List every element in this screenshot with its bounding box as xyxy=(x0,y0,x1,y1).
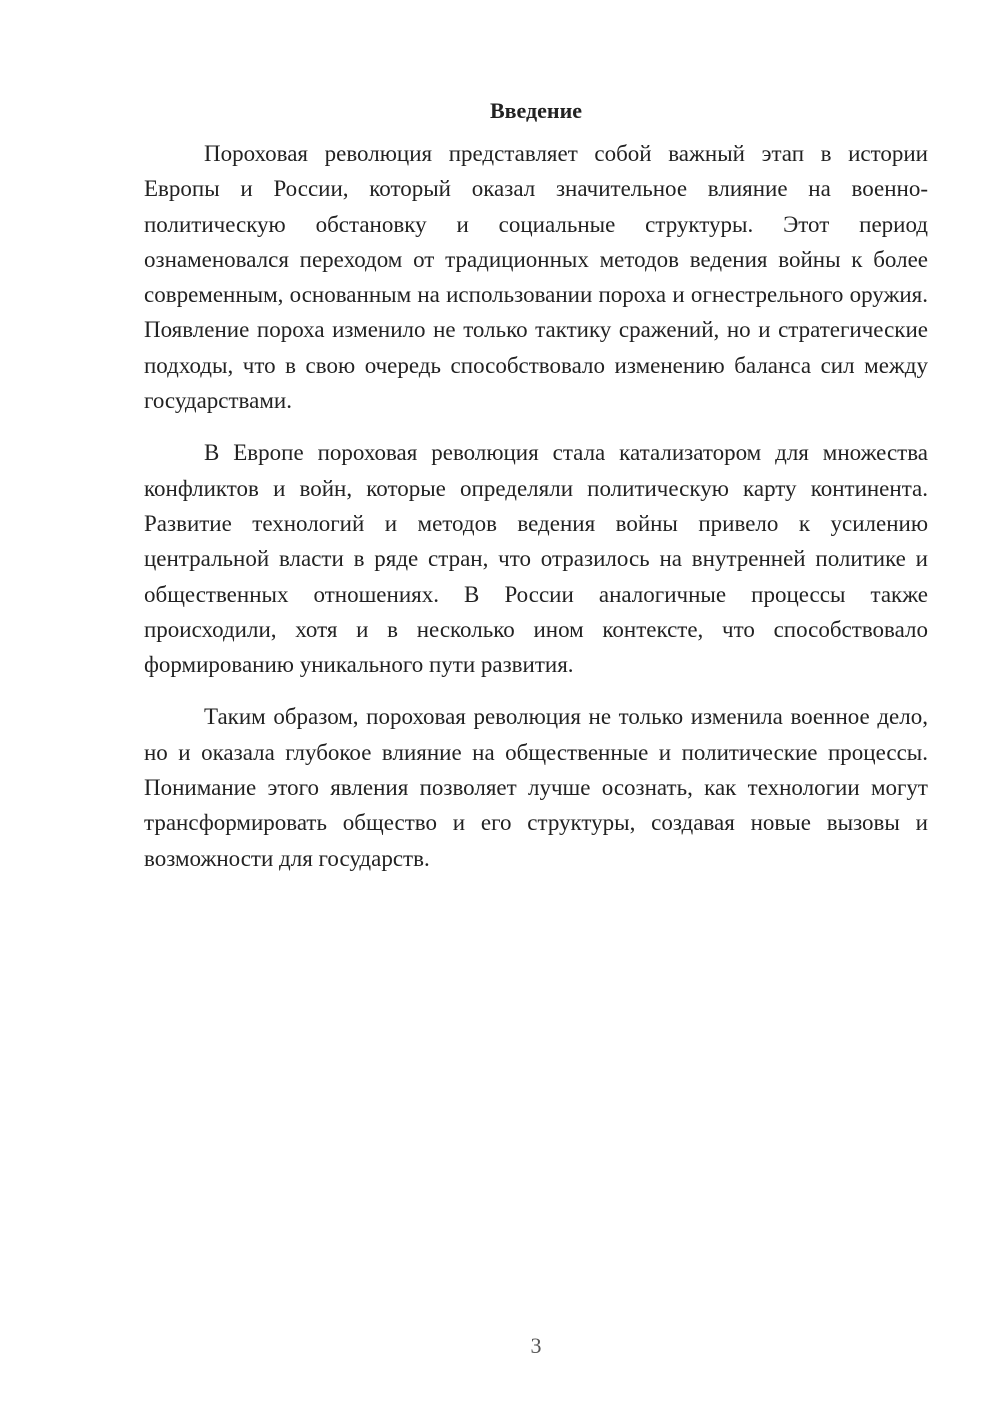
paragraph-3: Таким образом, пороховая революция не только изменила военное дело, но и оказала глубокое влияние на общественные и политические процессы. Понимание этого явления позволяет лучше осознать, как технологии могут трансформировать общество и его структуры, создавая новые вызовы и возможности для государств. xyxy=(144,704,928,871)
paragraph-2: В Европе пороховая революция стала катализатором для множества конфликтов и войн, которые определяли политическую карту континента. Развитие технологий и методов ведения войны привело к усилению центральной власти в ряде стран, что отразилось на внутренней политике и общественных отношениях. В России аналогичные процессы также происходили, хотя и в несколько ином контексте, что способствовало формированию уникального пути развития. xyxy=(144,440,928,678)
page-number-footer xyxy=(0,1332,1000,1360)
paragraph-1: Пороховая революция представляет собой важный этап в истории Европы и России, который оказал значительное влияние на военно-политическую обстановку и социальные структуры. Этот период ознаменовался переходом от традиционных методов ведения войны к более современным, основанным на использовании пороха и огнестрельного оружия. Появление пороха изменило не только тактику сражений, но и стратегические подходы, что в свою очередь способствовало изменению баланса сил между государствами. xyxy=(144,141,928,414)
page-number: 3 xyxy=(530,1333,542,1358)
section-heading: Введение xyxy=(489,98,583,123)
page-body xyxy=(144,96,928,893)
